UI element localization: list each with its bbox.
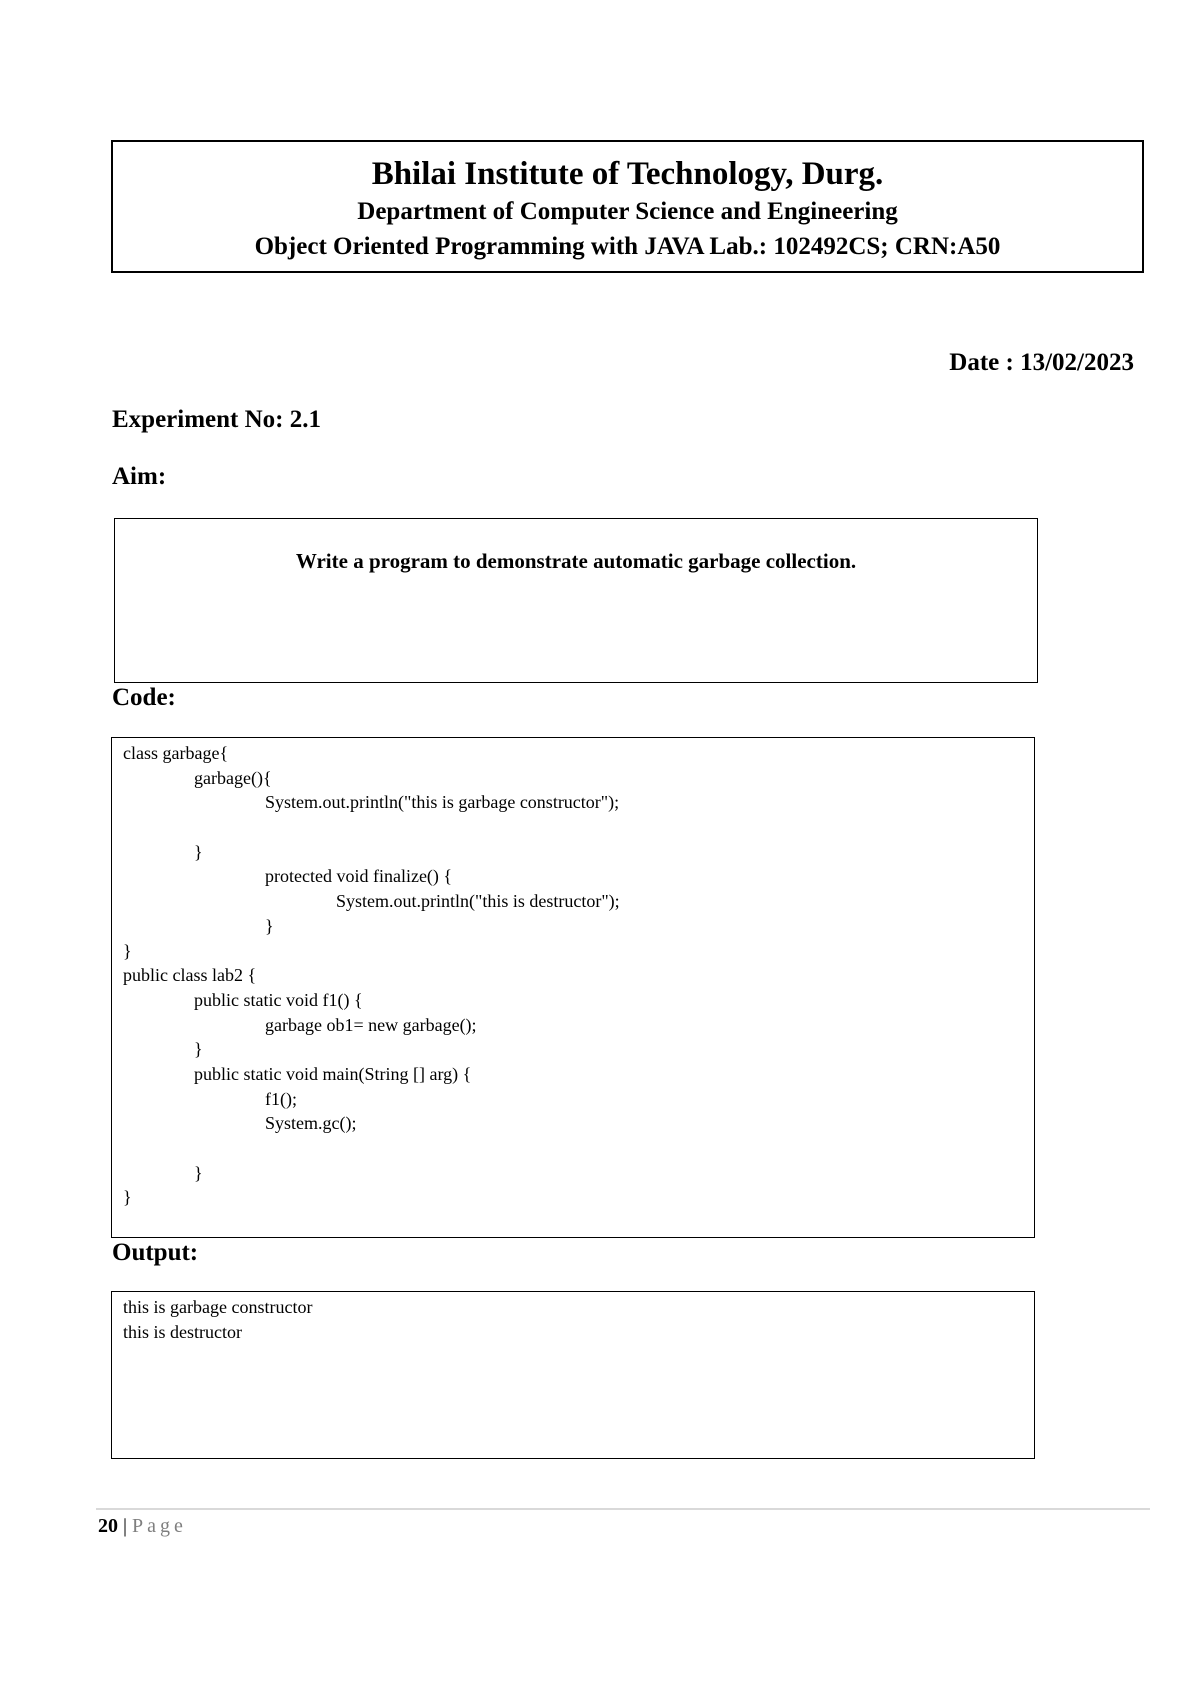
output-line: this is garbage constructor xyxy=(123,1297,313,1317)
code-line: System.out.println("this is destructor"); xyxy=(336,891,620,912)
code-line: } xyxy=(123,1187,132,1208)
code-line: public class lab2 { xyxy=(123,965,257,986)
footer-divider xyxy=(96,1508,1150,1510)
output-box xyxy=(111,1291,1035,1459)
footer-separator: | xyxy=(118,1515,133,1537)
department-name: Department of Computer Science and Engineering xyxy=(357,198,898,225)
code-line: System.gc(); xyxy=(265,1113,357,1134)
code-line: } xyxy=(123,940,132,961)
code-line: } xyxy=(265,915,274,936)
experiment-date: Date : 13/02/2023 xyxy=(949,349,1134,376)
aim-box xyxy=(114,518,1038,683)
code-heading: Code: xyxy=(112,684,176,711)
code-line: f1(); xyxy=(265,1088,297,1109)
output-heading: Output: xyxy=(112,1239,199,1266)
aim-heading: Aim: xyxy=(112,463,167,490)
experiment-number: Experiment No: 2.1 xyxy=(112,406,321,433)
code-line: garbage(){ xyxy=(194,767,272,788)
code-line: garbage ob1= new garbage(); xyxy=(265,1014,477,1035)
code-line xyxy=(123,1136,1034,1161)
course-title: Object Oriented Programming with JAVA Lab.: 102492CS; CRN:A50 xyxy=(254,233,1001,260)
code-line: } xyxy=(194,1162,203,1183)
page-footer xyxy=(98,1513,187,1539)
code-line: protected void finalize() { xyxy=(265,866,453,887)
page-number: 20 xyxy=(98,1515,118,1537)
code-line: } xyxy=(194,1039,203,1060)
code-line: public static void f1() { xyxy=(194,989,363,1010)
code-line: class garbage{ xyxy=(123,743,229,763)
code-line: } xyxy=(194,841,203,862)
code-line: public static void main(String [] arg) { xyxy=(194,1063,472,1084)
output-line: this is destructor xyxy=(123,1322,242,1342)
institute-name: Bhilai Institute of Technology, Durg. xyxy=(371,156,884,192)
aim-text: Write a program to demonstrate automatic garbage collection. xyxy=(295,549,857,573)
page-label: Page xyxy=(132,1515,187,1537)
header-box xyxy=(111,140,1144,273)
code-line xyxy=(123,815,1034,840)
code-box xyxy=(111,737,1035,1238)
code-line: System.out.println("this is garbage constructor"); xyxy=(265,792,620,813)
